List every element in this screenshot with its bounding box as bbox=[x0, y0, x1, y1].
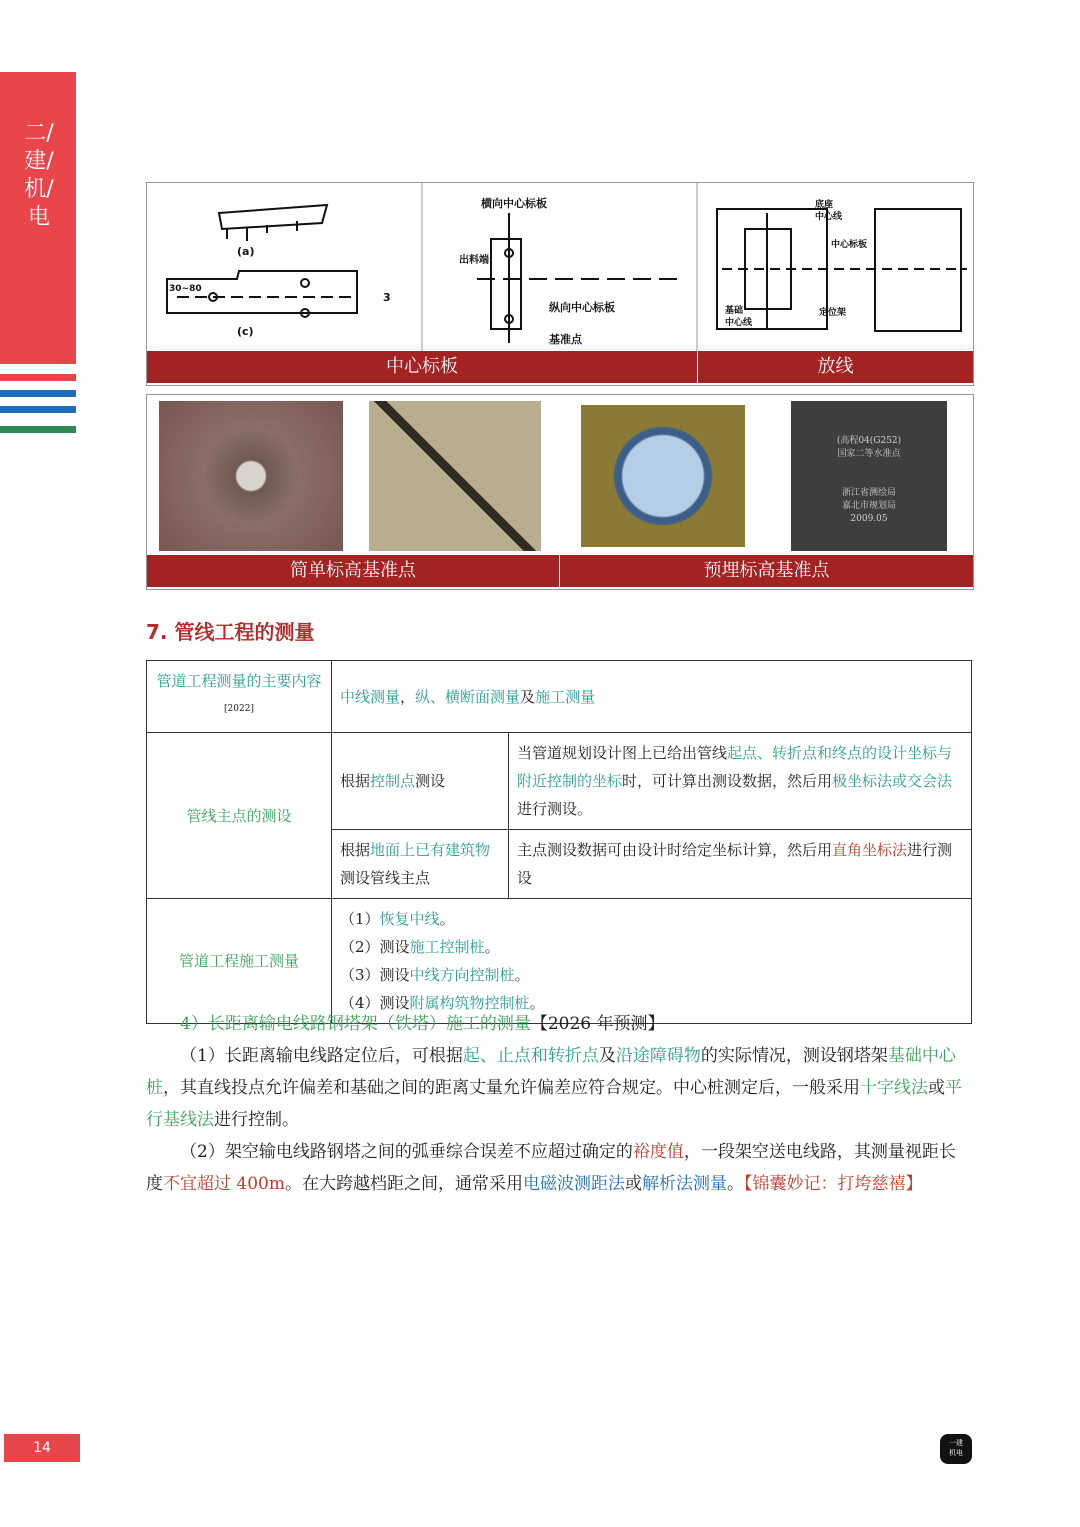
caption-simple-benchmark: 简单标高基准点 bbox=[147, 555, 559, 587]
side-tab-text: 二/建/机/电 bbox=[24, 121, 54, 230]
subsection-heading: 4）长距离输电线路钢塔架（铁塔）施工的测量【2026 年预测】 bbox=[180, 1014, 665, 1034]
label-num3: 3 bbox=[383, 291, 391, 304]
label-a: (a) bbox=[237, 245, 255, 258]
stone-line-3: 浙江省测绘局 bbox=[841, 488, 896, 498]
label-jichu-zx: 中心线 bbox=[725, 318, 753, 328]
row-content bbox=[332, 899, 972, 1024]
list-item: （1）恢复中线。 bbox=[340, 910, 455, 928]
top-figure-panel bbox=[146, 182, 974, 386]
table-row bbox=[147, 899, 972, 1024]
row-content: 中线测量，纵、横断面测量及施工测量 bbox=[332, 661, 972, 733]
caption-embedded-benchmark: 预埋标高基准点 bbox=[560, 555, 973, 587]
sub-label: 根据地面上已有建筑物测设管线主点 bbox=[332, 830, 509, 899]
label-dingwei: 定位架 bbox=[819, 308, 847, 318]
pipeline-table bbox=[146, 660, 972, 1024]
list-item: （4）测设附属构筑物控制桩。 bbox=[340, 994, 545, 1012]
photo-embedded-benchmark-2 bbox=[791, 401, 947, 551]
year-tag: [2022] bbox=[224, 704, 254, 714]
stone-line-2: 国家二等水准点 bbox=[837, 449, 901, 459]
label-diban: 底座 bbox=[815, 200, 834, 210]
stone-line-1: (高程04(G252) bbox=[836, 436, 902, 446]
table-row bbox=[147, 733, 972, 830]
stripe-red bbox=[0, 374, 76, 381]
label-jichu: 基础 bbox=[725, 306, 744, 316]
list-item: （3）测设中线方向控制桩。 bbox=[340, 966, 530, 984]
caption-setout: 放线 bbox=[698, 351, 973, 383]
label-c: (c) bbox=[237, 325, 254, 338]
sub-label: 根据控制点测设 bbox=[332, 733, 509, 830]
stripe-blue-1 bbox=[0, 390, 76, 397]
caption-center-plate: 中心标板 bbox=[147, 351, 697, 383]
row-label: 管道工程测量的主要内容[2022] bbox=[147, 661, 332, 733]
label-zong: 纵向中心标板 bbox=[549, 301, 615, 314]
label-dim: 30~80 bbox=[169, 284, 202, 294]
section-title: 7. 管线工程的测量 bbox=[146, 620, 315, 644]
photo-simple-benchmark-1 bbox=[159, 401, 343, 551]
sub-content: 主点测设数据可由设计时给定坐标计算，然后用直角坐标法进行测设 bbox=[509, 830, 972, 899]
stripe-green bbox=[0, 426, 76, 433]
stone-line-5: 2009.05 bbox=[850, 514, 888, 524]
row-label: 管道工程施工测量 bbox=[147, 899, 332, 1024]
row-label: 管线主点的测设 bbox=[147, 733, 332, 899]
stripe-blue-2 bbox=[0, 406, 76, 413]
logo-icon: 一建 机电 bbox=[940, 1434, 972, 1464]
label-zhongxinbiaoban: 中心标板 bbox=[831, 240, 868, 250]
plate-a-shape bbox=[219, 205, 327, 229]
page-number: 14 bbox=[4, 1434, 80, 1462]
photo-embedded-benchmark-1 bbox=[581, 405, 745, 547]
paragraph-2: （2）架空输电线路钢塔之间的弧垂综合误差不应超过确定的裕度值，一段架空送电线路，其测量视距长度不宜超过 400m。在大跨越档距之间，通常采用电磁波测距法或解析法测量。【锦囊妙记：打垮慈禧】 bbox=[146, 1142, 956, 1194]
diagram-svg bbox=[147, 183, 973, 353]
plate-a-legs bbox=[227, 221, 297, 241]
bottom-figure-panel bbox=[146, 394, 974, 590]
table-row bbox=[147, 661, 972, 733]
label-zhongxinxian: 中心线 bbox=[815, 212, 843, 222]
paragraph-1: （1）长距离输电线路定位后，可根据起、止点和转折点及沿途障碍物的实际情况，测设钢塔架基础中心桩，其直线投点允许偏差和基础之间的距离丈量允许偏差应符合规定。中心桩测定后，一般采用十字线法或平行基线法进行控制。 bbox=[146, 1046, 962, 1130]
sub-content: 当管道规划设计图上已给出管线起点、转折点和终点的设计坐标与附近控制的坐标时，可计算出测设数据，然后用极坐标法或交会法进行测设。 bbox=[509, 733, 972, 830]
label-heng: 横向中心标板 bbox=[481, 197, 547, 210]
label-chuliao: 出料端 bbox=[459, 255, 489, 266]
stone-line-4: 嘉北市规划局 bbox=[841, 501, 896, 511]
plate-hole bbox=[301, 279, 309, 287]
photo-simple-benchmark-2 bbox=[369, 401, 541, 551]
list-item: （2）测设施工控制桩。 bbox=[340, 938, 500, 956]
label-jizhun: 基准点 bbox=[549, 333, 582, 346]
